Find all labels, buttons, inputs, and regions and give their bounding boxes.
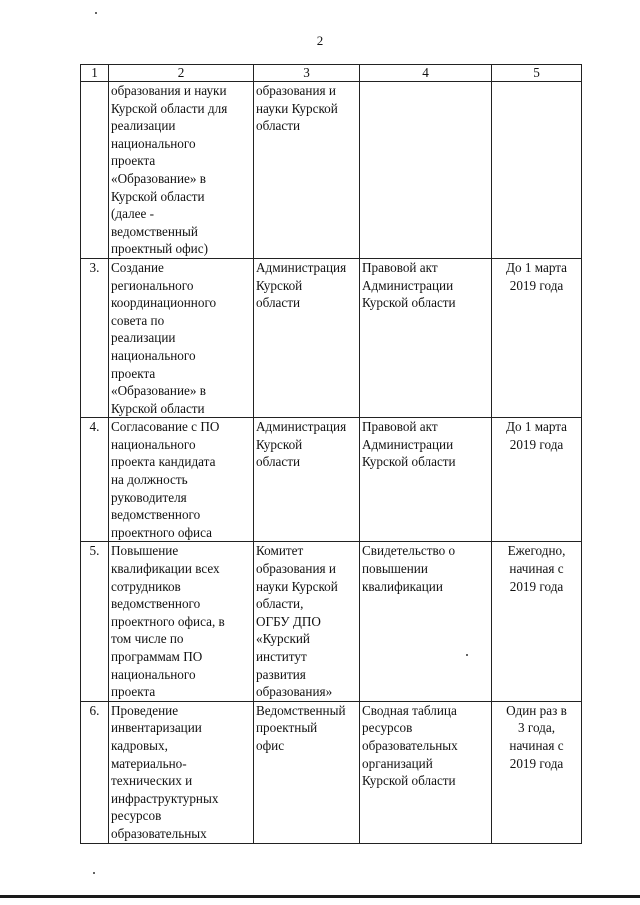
column-header: 1 bbox=[81, 65, 109, 82]
responsible-cell: Ведомственный проектный офис bbox=[254, 701, 360, 843]
row-number: 4. bbox=[81, 418, 109, 542]
deadline-cell: До 1 марта 2019 года bbox=[492, 418, 582, 542]
responsible-cell: Администрация Курской области bbox=[254, 418, 360, 542]
responsible-cell: образования и науки Курской области bbox=[254, 82, 360, 259]
table-row bbox=[81, 542, 582, 701]
column-header: 4 bbox=[360, 65, 492, 82]
deadline-cell bbox=[492, 82, 582, 259]
responsible-cell: Администрация Курской области bbox=[254, 258, 360, 417]
column-header: 3 bbox=[254, 65, 360, 82]
row-number: 6. bbox=[81, 701, 109, 843]
event-cell: образования и науки Курской области для реализации национального проекта «Образование» в Курской области (далее - ведомственный проектный офис) bbox=[109, 82, 254, 259]
measures-table bbox=[80, 64, 582, 844]
table-row bbox=[81, 258, 582, 417]
event-cell: Создание регионального координационного совета по реализации национального проекта «Образование» в Курской области bbox=[109, 258, 254, 417]
responsible-cell: Комитет образования и науки Курской области, ОГБУ ДПО «Курский институт развития образования» bbox=[254, 542, 360, 701]
table-header-row bbox=[81, 65, 582, 82]
event-cell: Согласование с ПО национального проекта кандидата на должность руководителя ведомственного проектного офиса bbox=[109, 418, 254, 542]
result-cell: Правовой акт Администрации Курской области bbox=[360, 258, 492, 417]
result-cell: Сводная таблица ресурсов образовательных организаций Курской области bbox=[360, 701, 492, 843]
deadline-cell: До 1 марта 2019 года bbox=[492, 258, 582, 417]
deadline-cell: Ежегодно, начиная с 2019 года bbox=[492, 542, 582, 701]
table-row bbox=[81, 82, 582, 259]
scan-edge-line bbox=[0, 895, 640, 898]
event-cell: Повышение квалификации всех сотрудников ведомственного проектного офиса, в том числе по программам ПО национального проекта bbox=[109, 542, 254, 701]
scan-speck bbox=[93, 872, 95, 874]
row-number: 3. bbox=[81, 258, 109, 417]
deadline-cell: Один раз в 3 года, начиная с 2019 года bbox=[492, 701, 582, 843]
column-header: 2 bbox=[109, 65, 254, 82]
row-number bbox=[81, 82, 109, 259]
result-cell bbox=[360, 82, 492, 259]
result-cell: Правовой акт Администрации Курской области bbox=[360, 418, 492, 542]
result-cell: Свидетельство о повышении квалификации bbox=[360, 542, 492, 701]
event-cell: Проведение инвентаризации кадровых, материально- технических и инфраструктурных ресурсов образовательных bbox=[109, 701, 254, 843]
scan-speck bbox=[95, 12, 97, 14]
table-row bbox=[81, 701, 582, 843]
table-row bbox=[81, 418, 582, 542]
row-number: 5. bbox=[81, 542, 109, 701]
page-number: 2 bbox=[316, 33, 324, 48]
column-header: 5 bbox=[492, 65, 582, 82]
